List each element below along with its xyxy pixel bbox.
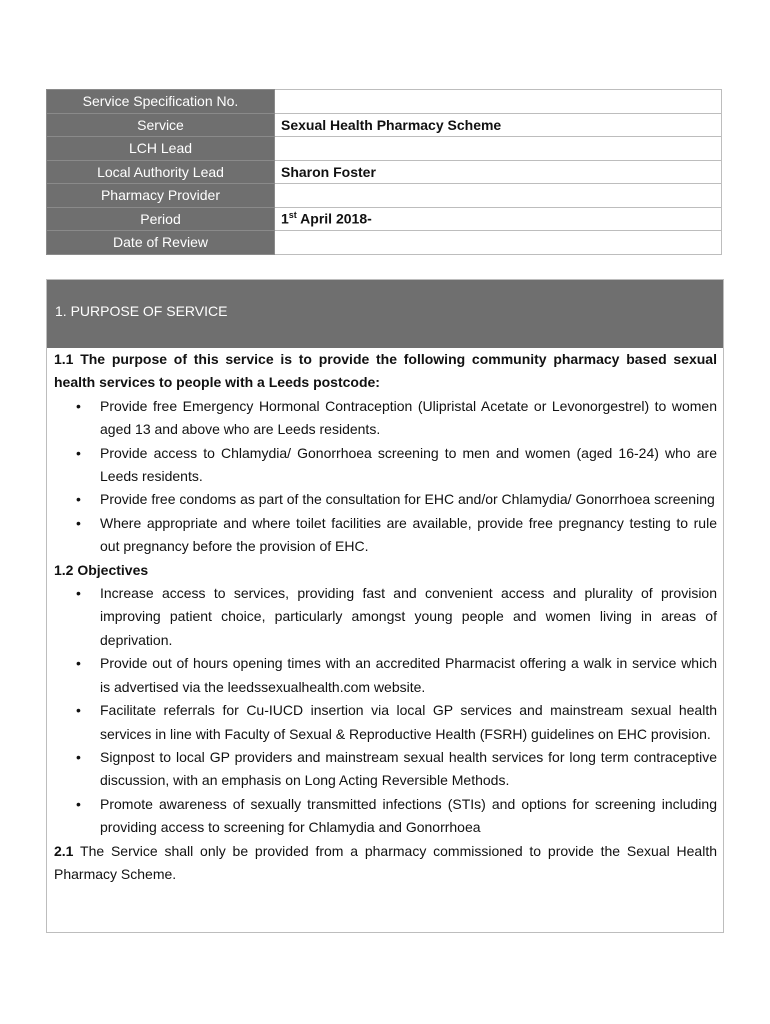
- spec-label: Date of Review: [47, 231, 275, 255]
- list-item: [54, 652, 717, 699]
- spec-value: Sharon Foster: [275, 160, 722, 184]
- purpose-intro: 1.1 The purpose of this service is to provide the following community pharmacy based sexual health services to people with a Leeds postcode:: [54, 351, 717, 391]
- table-row: [47, 113, 722, 137]
- bullet-icon: •: [76, 795, 81, 812]
- spec-label: Pharmacy Provider: [47, 184, 275, 208]
- list-item: [54, 746, 717, 793]
- period-day: 1: [281, 211, 289, 228]
- spec-value: [275, 207, 722, 231]
- list-item: [54, 395, 717, 442]
- table-row: [47, 90, 722, 114]
- spec-label: Period: [47, 207, 275, 231]
- period-date: April 2018-: [296, 211, 372, 228]
- list-item: [54, 582, 717, 652]
- list-item: [54, 442, 717, 489]
- list-item-text: Where appropriate and where toilet facilities are available, provide free pregnancy testing to rule out pregnancy before the provision of EHC.: [100, 514, 717, 555]
- list-item: [54, 488, 717, 511]
- list-item-text: Provide access to Chlamydia/ Gonorrhoea screening to men and women (aged 16-24) who are Leeds residents.: [100, 444, 717, 485]
- list-item-text: Signpost to local GP providers and mainstream sexual health services for long term contraceptive discussion, with an emphasis on Long Acting Reversible Methods.: [100, 748, 717, 789]
- bullet-icon: •: [76, 397, 81, 414]
- bullet-icon: •: [76, 655, 81, 672]
- list-item: [54, 699, 717, 746]
- list-item-text: Provide free condoms as part of the consultation for EHC and/or Chlamydia/ Gonorrhoea screening: [100, 491, 715, 508]
- bullet-icon: •: [76, 491, 81, 508]
- list-item-text: Increase access to services, providing fast and convenient access and plurality of provision improving patient choice, particularly amongst young people and women living in areas of deprivation.: [100, 585, 717, 648]
- list-item: [54, 512, 717, 559]
- table-row: [47, 137, 722, 161]
- period-day-suffix: st: [288, 210, 297, 221]
- table-row: [47, 160, 722, 184]
- spec-value: [275, 137, 722, 161]
- list-item-text: Provide out of hours opening times with an accredited Pharmacist offering a walk in service which is advertised via the leedssexualhealth.com website.: [100, 655, 717, 695]
- list-item: [54, 793, 717, 840]
- spec-label: Local Authority Lead: [47, 160, 275, 184]
- objectives-list: [54, 582, 717, 839]
- objectives-heading: 1.2 Objectives: [54, 561, 149, 578]
- spec-value: [275, 231, 722, 255]
- list-item-text: Promote awareness of sexually transmitted infections (STIs) and options for screening including providing access to screening for Chlamydia and Gonorrhoea: [100, 795, 717, 836]
- purpose-list: [54, 395, 717, 559]
- spec-value: [275, 184, 722, 208]
- spec-label: Service: [47, 113, 275, 137]
- list-item-text: Provide free Emergency Hormonal Contraception (Ulipristal Acetate or Levonorgestrel) to women aged 13 and above who are Leeds residents.: [100, 397, 717, 438]
- purpose-section: [46, 279, 724, 933]
- bullet-icon: •: [76, 748, 81, 765]
- spec-value: Sexual Health Pharmacy Scheme: [275, 113, 722, 137]
- bullet-icon: •: [76, 585, 81, 602]
- table-row: [47, 207, 722, 231]
- section-heading: 1. PURPOSE OF SERVICE: [47, 280, 723, 348]
- bullet-icon: •: [76, 702, 81, 719]
- spec-label: Service Specification No.: [47, 90, 275, 114]
- list-item-text: Facilitate referrals for Cu-IUCD insertion via local GP services and mainstream sexual health services in line with Faculty of Sexual & Reproductive Health (FSRH) guidelines on EHC provision.: [100, 702, 717, 742]
- service-note: [54, 840, 717, 887]
- note-text: The Service shall only be provided from a pharmacy commissioned to provide the Sexual Health Pharmacy Scheme.: [54, 842, 717, 882]
- spec-value: [275, 90, 722, 114]
- note-number: 2.1: [54, 842, 74, 859]
- spec-label: LCH Lead: [47, 137, 275, 161]
- service-spec-table: [46, 89, 722, 255]
- bullet-icon: •: [76, 444, 81, 461]
- section-body: [47, 348, 723, 886]
- bullet-icon: •: [76, 514, 81, 531]
- table-row: [47, 184, 722, 208]
- table-row: [47, 231, 722, 255]
